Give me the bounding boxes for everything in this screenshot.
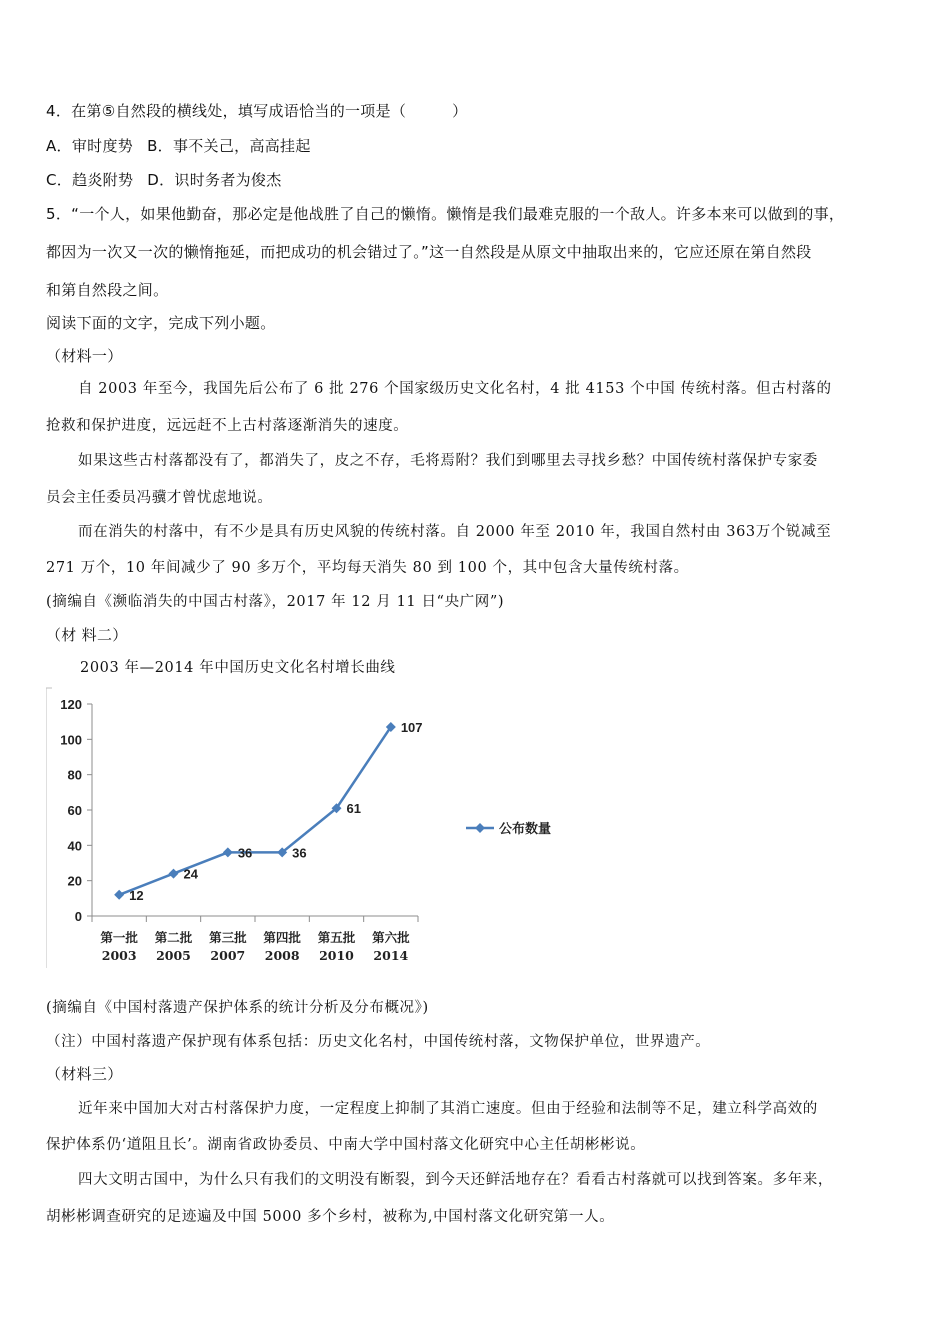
data-label: 107 [400,719,423,735]
data-point-marker [114,890,124,900]
material-3-p2-line-2: 胡彬彬调查研究的足迹遍及中国 5000 多个乡村，被称为,中国村落文化研究第一人。 [46,1209,615,1225]
option-b[interactable]: B．事不关己，高高挂起 [147,137,311,155]
x-category-year: 2003 [101,948,137,963]
x-category-label: 第四批 [263,930,301,945]
material-1-label: （材料一） [46,347,123,365]
data-point-marker [169,869,179,879]
question-5-line-2: 都因为一次又一次的懒惰拖延，而把成功的机会错过了。”这一自然段是从原文中抽取出来的，它应还原在第自然段 [46,243,812,261]
question-5-line-3: 和第自然段之间。 [46,281,169,299]
x-category-label: 第一批 [100,930,138,945]
x-category-year: 2008 [264,948,300,963]
option-c[interactable]: C．趋炎附势 [46,171,134,189]
material-3-p2-line-1: 四大文明古国中，为什么只有我们的文明没有断裂，到今天还鲜活地存在？看看古村落就可以找到答案。多年来， [78,1172,833,1188]
x-category-label: 第三批 [209,930,247,945]
question-5-line-1: 5．“一个人，如果他勤奋，那必定是他战胜了自己的懒惰。懒惰是我们最难克服的一个敌人。许多本来可以做到的事， [46,205,845,223]
material-1-p3-line-2: 271 万个，10 年间减少了 90 多万个，平均每天消失 80 到 100 个，其中包含大量传统村落。 [46,560,689,576]
material-2-source: (摘编自《中国村落遗产保护体系的统计分析及分布概况》) [46,1000,429,1016]
reading-intro: 阅读下面的文字，完成下列小题。 [46,314,276,332]
legend-marker [475,823,485,833]
material-2-label: （材 料二） [46,626,128,644]
option-d[interactable]: D．识时务者为俊杰 [147,171,282,189]
legend-label: 公布数量 [499,822,552,837]
material-1-p2-line-1: 如果这些古村落都没有了，都消失了，皮之不存，毛将焉附？我们到哪里去寻找乡愁？中国传统村落保护专家委 [78,453,818,469]
y-tick-label: 120 [60,697,82,712]
data-label: 36 [237,845,253,861]
data-point-marker [223,847,233,857]
material-3-p1-line-1: 近年来中国加大对古村落保护力度，一定程度上抑制了其消亡速度。但由于经验和法制等不足，建立科学高效的 [78,1101,818,1117]
y-tick-label: 0 [74,909,82,924]
question-4-options-row-1 [46,136,311,156]
question-4-options-row-2 [46,170,282,190]
x-category-year: 2010 [319,948,354,963]
y-tick-label: 20 [67,873,82,889]
chart-title: 2003 年—2014 年中国历史文化名村增长曲线 [80,660,396,676]
y-tick-label: 60 [67,803,82,818]
material-3-label: （材料三） [46,1065,123,1083]
y-tick-label: 40 [67,838,82,854]
chart-svg [46,686,606,970]
material-2-note: （注）中国村落遗产保护现有体系包括：历史文化名村，中国传统村落，文物保护单位，世界遗产。 [46,1034,711,1050]
y-tick-label: 100 [60,732,82,748]
data-label: 61 [346,801,361,817]
x-category-year: 2005 [156,948,191,963]
x-category-label: 第二批 [154,930,193,945]
material-1-p2-line-2: 员会主任委员冯骥才曾忧虑地说。 [46,490,273,506]
question-4-stem: 4．在第⑤自然段的横线处，填写成语恰当的一项是（ ） [46,102,468,120]
data-label: 12 [129,887,144,903]
growth-line-chart [46,686,606,970]
x-category-label: 第六批 [372,930,410,945]
x-category-year: 2007 [210,948,246,963]
material-1-p1-line-1: 自 2003 年至今，我国先后公布了 6 批 276 个国家级历史文化名村，4 批 4153 个中国 传统村落。但古村落的 [78,381,832,397]
x-category-label: 第五批 [317,930,356,945]
x-category-year: 2014 [373,948,409,963]
material-1-p3-line-1: 而在消失的村落中，有不少是具有历史风貌的传统村落。自 2000 年至 2010 年，我国自然村由 363万个锐减至 [78,524,832,540]
y-tick-label: 80 [67,767,82,783]
material-3-p1-line-2: 保护体系仍‘道阻且长’。湖南省政协委员、中南大学中国村落文化研究中心主任胡彬彬说。 [46,1137,646,1153]
material-1-source: (摘编自《濒临消失的中国古村落》，2017 年 12 月 11 日“央广网”) [46,594,505,610]
option-a[interactable]: A．审时度势 [46,137,134,155]
data-label: 36 [292,845,307,861]
data-label: 24 [183,866,198,882]
material-1-p1-line-2: 抢救和保护进度，远远赶不上古村落逐渐消失的速度。 [46,418,409,434]
